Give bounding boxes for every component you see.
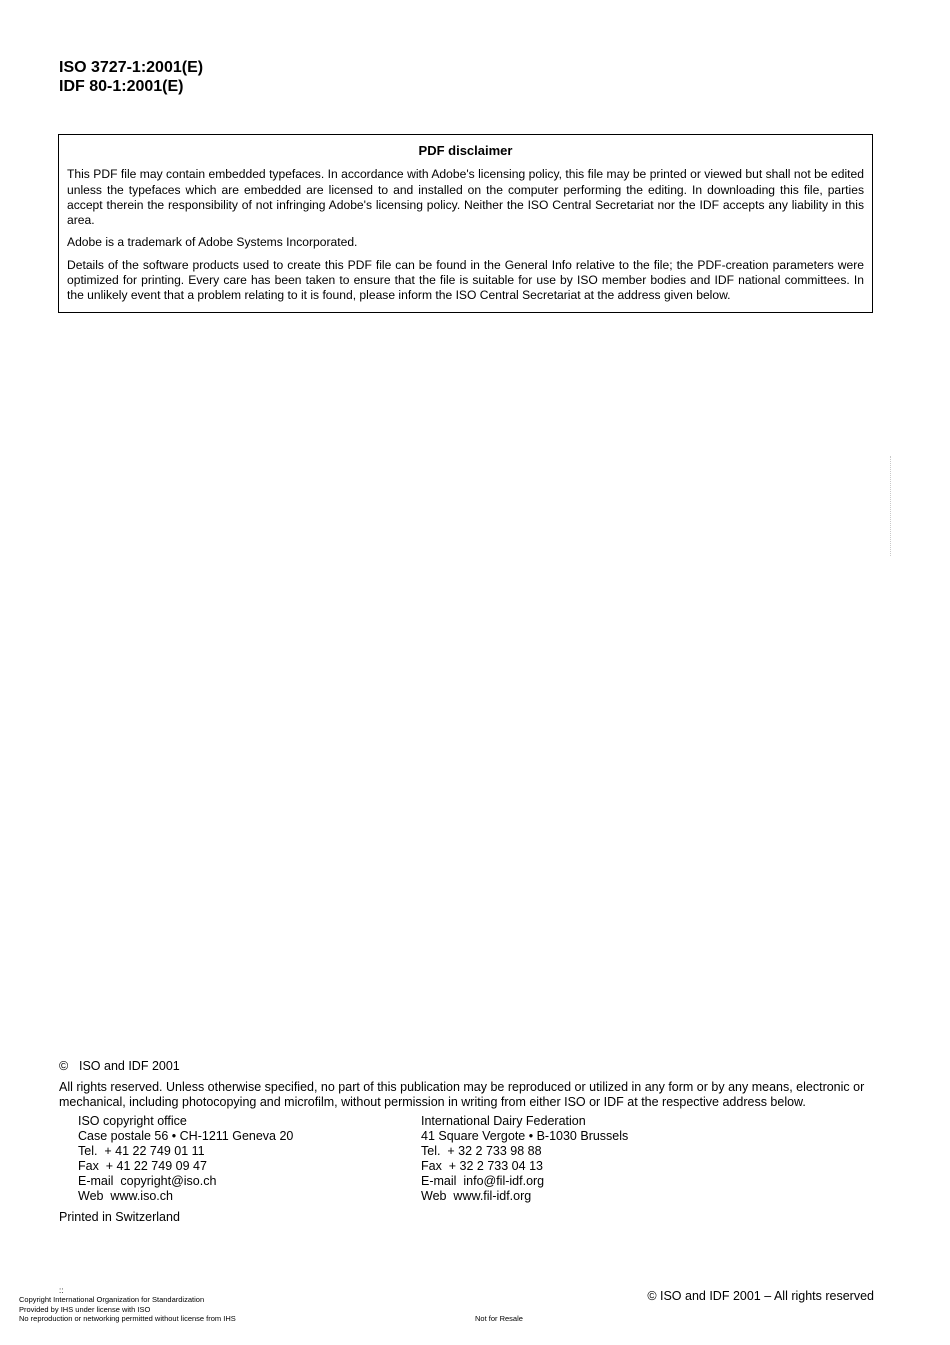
- footer-line-provided: Provided by IHS under license with ISO: [19, 1304, 151, 1314]
- margin-marks: [890, 456, 893, 556]
- idf-web: Web www.fil-idf.org: [421, 1189, 532, 1203]
- footer-line-reproduction: No reproduction or networking permitted without license from IHS: [19, 1314, 236, 1323]
- idf-address: [421, 1114, 764, 1204]
- idf-telephone: Tel. + 32 2 733 98 88: [421, 1144, 542, 1158]
- iso-postal-address: Case postale 56 • CH-1211 Geneva 20: [78, 1129, 294, 1143]
- copyright-line: [59, 1059, 875, 1074]
- disclaimer-paragraph-trademark: Adobe is a trademark of Adobe Systems Incorporated.: [67, 235, 358, 250]
- disclaimer-title: PDF disclaimer: [418, 143, 513, 158]
- copyright-block: [59, 1059, 875, 1225]
- iso-telephone: Tel. + 41 22 749 01 11: [78, 1144, 205, 1158]
- idf-designation: IDF 80-1:2001(E): [59, 78, 184, 95]
- iso-fax: Fax + 41 22 749 09 47: [78, 1159, 207, 1173]
- disclaimer-paragraph-software: Details of the software products used to create this PDF file can be found in the General Info relative to the file; the PDF-creation parameters were optimized for printing. Every care has been taken to ensure that the file is suitable for use by ISO member bodies and IDF national committees. In the unlikely event that a problem relating to it is found, please inform the ISO Central Secretariat at the address given below.: [67, 257, 864, 303]
- copyright-text: ISO and IDF 2001: [79, 1059, 180, 1073]
- idf-office-name: International Dairy Federation: [421, 1114, 586, 1128]
- address-columns: [78, 1114, 875, 1204]
- idf-email: E-mail info@fil-idf.org: [421, 1174, 545, 1188]
- iso-email: E-mail copyright@iso.ch: [78, 1174, 217, 1188]
- idf-postal-address: 41 Square Vergote • B-1030 Brussels: [421, 1129, 629, 1143]
- iso-office-name: ISO copyright office: [78, 1114, 187, 1128]
- printed-location: Printed in Switzerland: [59, 1210, 180, 1224]
- iso-web: Web www.iso.ch: [78, 1189, 173, 1203]
- iso-designation: ISO 3727-1:2001(E): [59, 59, 204, 76]
- license-footer: [19, 1287, 236, 1324]
- rights-statement: All rights reserved. Unless otherwise specified, no part of this publication may be reproduced or utilized in any form or by any means, electronic or mechanical, including photocopying and microfilm, without permission in writing from either ISO or IDF at the respective address below.: [59, 1080, 865, 1109]
- footer-mark: ::: [59, 1286, 64, 1295]
- footer-line-copyright: Copyright International Organization for Standardization: [19, 1295, 205, 1304]
- disclaimer-paragraph-typefaces: This PDF file may contain embedded typefaces. In accordance with Adobe's licensing policy, this file may be printed or viewed but shall not be edited unless the typefaces which are embedded are licensed to and installed on the computer performing the editing. In downloading this file, parties accept therein the responsibility of not infringing Adobe's licensing policy. Neither the ISO Central Secretariat nor the IDF accepts any liability in this area.: [67, 167, 864, 228]
- page-copyright-footer: © ISO and IDF 2001 – All rights reserved: [647, 1289, 874, 1303]
- idf-fax: Fax + 32 2 733 04 13: [421, 1159, 543, 1173]
- pdf-disclaimer-box: [58, 134, 873, 313]
- document-header: [59, 58, 203, 96]
- copyright-symbol: ©: [59, 1059, 69, 1073]
- not-for-resale: Not for Resale: [475, 1314, 523, 1323]
- iso-address: [78, 1114, 421, 1204]
